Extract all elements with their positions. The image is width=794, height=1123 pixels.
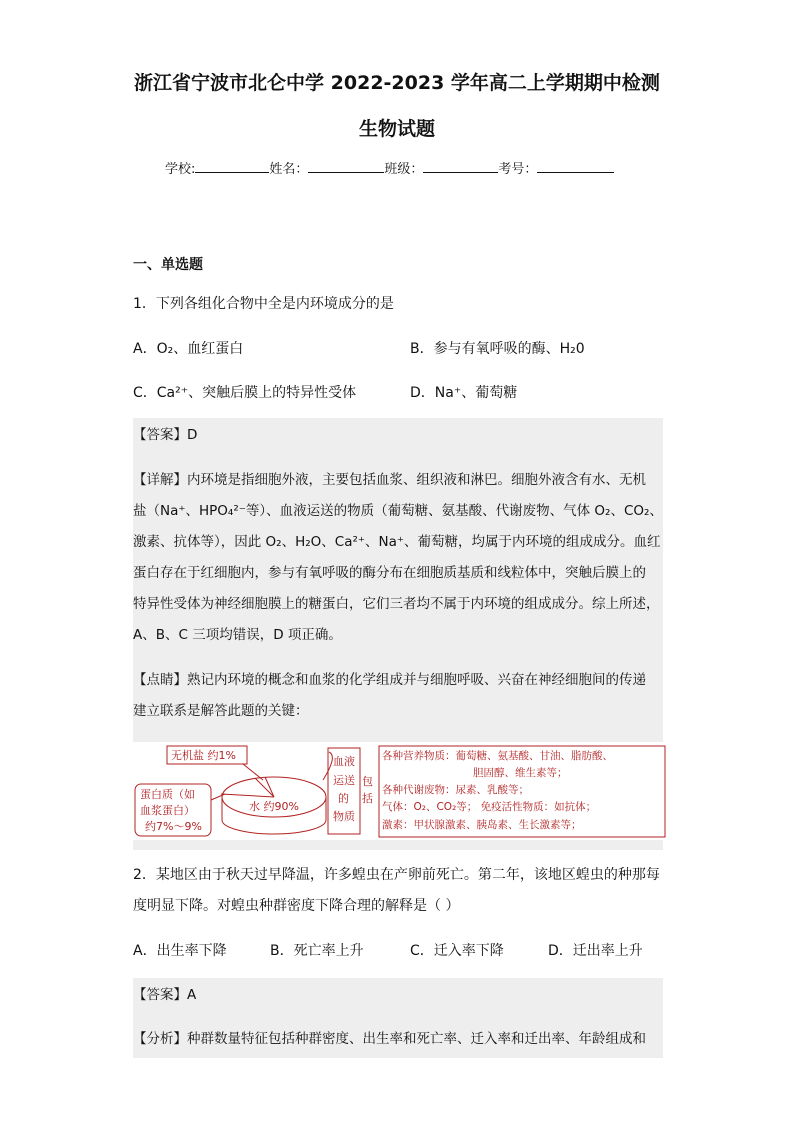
q1-stem: 1．下列各组化合物中全是内环境成分的是: [133, 296, 394, 312]
q1-option-b: B．参与有氧呼吸的酶、H₂0: [410, 341, 585, 357]
class-blank[interactable]: [423, 158, 498, 173]
q1-tip-line: 【点睛】熟记内环境的概念和血浆的化学组成并与细胞呼吸、兴奋在神经细胞间的传递: [133, 672, 646, 688]
school-label: 学校:: [165, 162, 196, 177]
q2-stem-line2: 度明显下降。对蝗虫种群密度下降合理的解释是（ ）: [133, 898, 460, 914]
list-line-3: 各种代谢废物：尿素、乳酸等；: [382, 784, 529, 796]
q2-option-c: C．迁入率下降: [410, 943, 504, 959]
number-label: 考号：: [498, 162, 538, 177]
plasma-composition-diagram: [133, 742, 668, 840]
name-label: 姓名：: [269, 162, 309, 177]
q1-option-c: C．Ca²⁺、突触后膜上的特异性受体: [133, 385, 357, 401]
include-label-1: 包: [362, 775, 373, 788]
list-line-4: 气体：O₂、CO₂等； 免疫活性物质：如抗体；: [382, 801, 597, 813]
q1-detail-line: 激素、抗体等），因此 O₂、H₂O、Ca²⁺、Na⁺、葡萄糖，均属于内环境的组成成分。血红: [133, 534, 661, 550]
section-title: 一、单选题: [133, 257, 203, 273]
q1-detail-line: 【详解】内环境是指细胞外液，主要包括血浆、组织液和淋巴。细胞外液含有水、无机: [133, 472, 646, 488]
q1-detail-line: 盐（Na⁺、HPO₄²⁻等）、血液运送的物质（葡萄糖、氨基酸、代谢废物、气体 O₂、CO₂、: [133, 503, 663, 519]
q1-answer: 【答案】D: [133, 427, 198, 443]
list-line-5: 激素：甲状腺激素、胰岛素、生长激素等；: [382, 819, 582, 831]
class-label: 班级：: [384, 162, 424, 177]
q2-option-d: D．迁出率上升: [548, 943, 643, 959]
protein-label-3: 约7%～9%: [145, 820, 202, 833]
salt-label: 无机盐 约1%: [171, 749, 236, 762]
transport-label-1: 血液: [333, 755, 355, 768]
q2-answer: 【答案】A: [133, 987, 197, 1003]
exam-title-line2: 生物试题: [358, 118, 435, 140]
transport-label-3: 的: [338, 792, 349, 805]
name-blank[interactable]: [308, 158, 384, 173]
q1-detail-line: A、B、C 三项均错误，D 项正确。: [133, 627, 342, 643]
school-blank[interactable]: [195, 158, 269, 173]
q1-detail-line: 蛋白存在于红细胞内，参与有氧呼吸的酶分布在细胞质基质和线粒体中，突触后膜上的: [133, 565, 646, 581]
q1-tip: [133, 665, 663, 727]
student-info-row: [165, 158, 614, 177]
q1-detail: [133, 465, 663, 651]
q1-detail-line: 特异性受体为神经细胞膜上的糖蛋白，它们三者均不属于内环境的组成成分。综上所述，: [133, 596, 660, 612]
list-line-1: 各种营养物质：葡萄糖、氨基酸、甘油、脂肪酸、: [382, 750, 613, 762]
q1-tip-line: 建立联系是解答此题的关键：: [133, 703, 309, 719]
number-blank[interactable]: [537, 158, 614, 173]
q1-option-d: D．Na⁺、葡萄糖: [410, 385, 518, 401]
exam-title-line1: 浙江省宁波市北仑中学 2022-2023 学年高二上学期期中检测: [134, 72, 660, 94]
transport-label-2: 运送: [333, 774, 355, 787]
protein-label-1: 蛋白质（如: [140, 788, 195, 801]
q2-stem-line1: 2．某地区由于秋天过早降温，许多蝗虫在产卵前死亡。第二年，该地区蝗虫的种那每: [133, 867, 660, 883]
list-line-2: 胆固醇、维生素等；: [473, 767, 568, 779]
q2-analysis: 【分析】种群数量特征包括种群密度、出生率和死亡率、迁入率和迁出率、年龄组成和: [133, 1031, 646, 1047]
protein-label-2: 血浆蛋白）: [140, 804, 195, 817]
q2-option-a: A．出生率下降: [133, 943, 227, 959]
water-label: 水 约90%: [249, 800, 299, 813]
q2-option-b: B．死亡率上升: [270, 943, 364, 959]
include-label-2: 括: [362, 792, 373, 805]
q1-option-a: A．O₂、血红蛋白: [133, 341, 244, 357]
transport-label-4: 物质: [333, 810, 355, 823]
